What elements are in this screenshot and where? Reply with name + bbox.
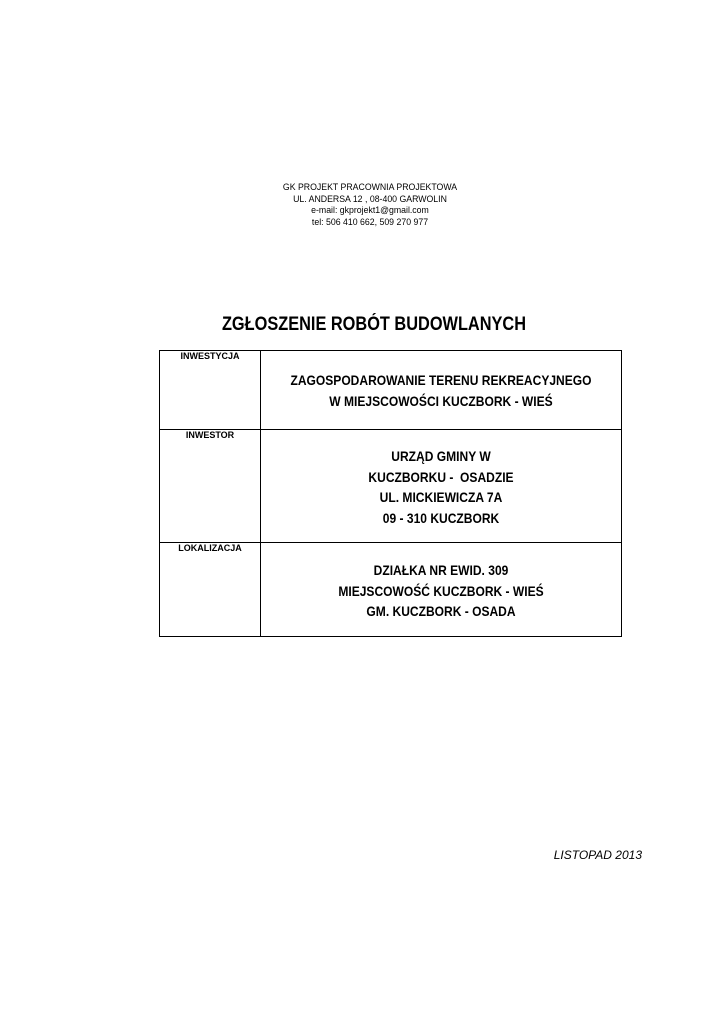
company-phone: tel: 506 410 662, 509 270 977: [311, 216, 429, 228]
value-location: [261, 543, 622, 637]
company-name: GK PROJEKT PRACOWNIA PROJEKTOWA: [282, 182, 458, 193]
table-row-investment: [160, 351, 622, 430]
company-header: [30, 182, 711, 228]
company-address: UL. ANDERSA 12 , 08-400 GARWOLIN: [293, 193, 447, 205]
value-line: UL. MICKIEWICZA 7A: [379, 489, 503, 505]
label-investor: INWESTOR: [160, 430, 261, 543]
document-date: LISTOPAD 2013: [553, 848, 642, 862]
document-title: ZGŁOSZENIE ROBÓT BUDOWLANYCH: [221, 314, 527, 335]
value-investment: [261, 351, 622, 430]
value-line: MIEJSCOWOŚĆ KUCZBORK - WIEŚ: [338, 582, 544, 599]
table-row-location: [160, 543, 622, 637]
label-location: LOKALIZACJA: [160, 543, 261, 637]
value-line: URZĄD GMINY W: [391, 448, 491, 464]
table-row-investor: [160, 430, 622, 543]
value-line: DZIAŁKA NR EWID. 309: [373, 562, 509, 578]
value-line: 09 - 310 KUCZBORK: [382, 509, 500, 526]
value-line: KUCZBORKU - OSADZIE: [368, 468, 514, 485]
value-line: W MIEJSCOWOŚCI KUCZBORK - WIEŚ: [329, 392, 553, 409]
label-investment: INWESTYCJA: [160, 351, 261, 430]
value-line: ZAGOSPODAROWANIE TERENU REKREACYJNEGO: [290, 372, 592, 388]
project-info-table: [159, 350, 622, 637]
value-investor: [261, 430, 622, 543]
value-line: GM. KUCZBORK - OSADA: [366, 603, 516, 619]
company-email: e-mail: gkprojekt1@gmail.com: [311, 205, 429, 216]
